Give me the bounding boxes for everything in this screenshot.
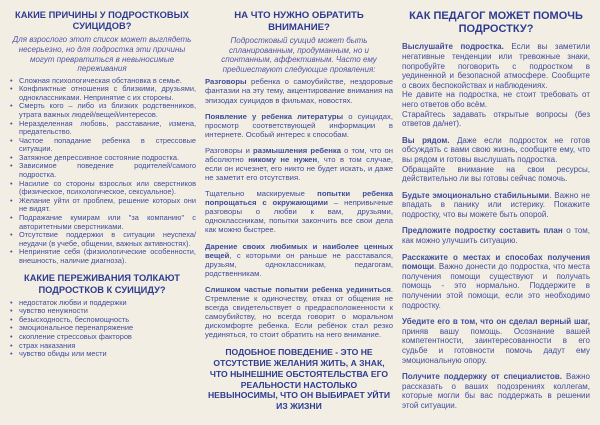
bullet-item: • Смерть кого – либо из близких родственников, утрата важных людей/вещей/интересов. bbox=[8, 102, 196, 119]
paragraph: Разговоры и размышления ребенка о том, что он абсолютно никому не нужен, что в том случае, если он исчезнет, его никто не будет искать, и даже не заметит его отсутствия. bbox=[205, 145, 394, 183]
paragraph: Дарение своих любимых и наиболее ценных вещей, с которыми он раньше не расставался, друзьям, одноклассникам, педагогам, родственникам. bbox=[205, 241, 393, 278]
paragraph: Расскажите о местах и способах получения помощи. Важно донести до подростка, что места получения помощи существуют и получать помощь - это нормально. Поддержите в получении этой помощи, если это необходимо подростку. bbox=[402, 252, 590, 310]
bullet-item: • Конфликтные отношения с близкими, друзьями, одноклассниками. Непринятие с их стороны. bbox=[8, 85, 196, 102]
bullet-item: • скопление стрессовых факторов bbox=[8, 333, 196, 342]
paragraph: Вы рядом. Даже если подросток не готов обсуждать с вами свою жизнь, сообщите ему, что вы рядом и готовы выслушать подростка. bbox=[402, 135, 590, 164]
bullet-item: • чувство ненужности bbox=[8, 307, 196, 316]
bullet-item: • Непринятие себя (физиологические особенности, внешность, наличие диагноза). bbox=[8, 248, 196, 265]
bullet-item: • безысходность, беспомощность bbox=[8, 316, 196, 325]
causes-list bbox=[8, 77, 196, 266]
bullet-item: • страх наказания bbox=[8, 342, 196, 351]
bullet-item: • Сложная психологическая обстановка в семье. bbox=[8, 77, 196, 86]
paragraph: Предложите подростку составить план о том, как можно улучшить ситуацию. bbox=[402, 226, 590, 246]
paragraph: Не давите на подростка, не стоит требовать от него ответов обо всём. bbox=[402, 90, 590, 109]
causes-heading: КАКИЕ ПРИЧИНЫ У ПОДРОСТКОВЫХ СУИЦИДОВ? bbox=[15, 10, 189, 32]
paragraph: Старайтесь задавать открытые вопросы (без ответов да/нет). bbox=[402, 109, 590, 129]
behavior-meaning-note: ПОДОБНОЕ ПОВЕДЕНИЕ - ЭТО НЕ ОТСУТСТВИЕ ЖЕЛАНИЯ ЖИТЬ, А ЗНАК, ЧТО НЫНЕШНИЕ ОБСТОЯТЕЛЬСТВА ЕГО РЕАЛЬНОСТИ НАСТОЛЬКО НЕВЫНОСИМЫ, ЧТО ОН ВЫБИРАЕТ УЙТИ ИЗ ЖИЗНИ bbox=[207, 347, 391, 411]
feelings-heading: КАКИЕ ПЕРЕЖИВАНИЯ ТОЛКАЮТ ПОДРОСТКОВ К СУИЦИДУ? bbox=[24, 273, 180, 295]
bullet-item: • Желание уйти от проблем, решение которых они не видят. bbox=[8, 197, 196, 214]
paragraph: Слишком частые попытки ребенка уединиться. Стремление к одиночеству, отказ от общения не всегда свидетельствует о предрасположенности к самоубийству, но всегда говорит о моральном дискомфорте ребенка. Если ребёнок стал резко уединяться, то стоит обратить на него внимание. bbox=[205, 284, 393, 340]
bullet-item: • Насилие со стороны взрослых или сверстников (физическое, психологическое, сексуальное). bbox=[8, 180, 196, 197]
bullet-item: • Затяжное депрессивное состояние подростка. bbox=[8, 154, 196, 163]
bullet-item: • Частое попадание ребенка в стрессовые ситуации. bbox=[8, 137, 196, 154]
bullet-item: • Подражание кумирам или "за компанию" с авторитетными сверстниками. bbox=[8, 214, 196, 231]
signs-paragraphs bbox=[205, 77, 393, 339]
paragraph: Обращайте внимание на свои ресурсы, действительно ли вы готовы сейчас помочь. bbox=[402, 164, 590, 184]
bullet-item: • Неразделенная любовь, расставание, измена, предательство. bbox=[8, 120, 196, 137]
column-teacher-help bbox=[402, 10, 590, 413]
paragraph: Будьте эмоционально стабильными. Важно не впадать в панику или истерику. Покажите подростку, что вы можете быть опорой. bbox=[402, 190, 590, 219]
paragraph: Выслушайте подростка. Если вы заметили негативные тенденции или тревожные знаки, попробуйте поговорить с подростком в уединенной и безопасной атмосфере. Сообщите о своих беспокойствах и наблюдениях. bbox=[402, 42, 590, 90]
causes-intro-note: Для взрослого этот список может выглядеть несерьезно, но для подростка эти причины могут превратиться в невыносимые переживания bbox=[12, 35, 192, 74]
bullet-item: • чувство обиды или мести bbox=[8, 350, 196, 359]
help-heading: КАК ПЕДАГОГ МОЖЕТ ПОМОЧЬ ПОДРОСТКУ? bbox=[409, 10, 583, 36]
paragraph: Появление у ребенка литературы о суицидах, просмотр соответствующей информации в интернете. Особый интерес к способам. bbox=[205, 111, 394, 139]
column-causes bbox=[8, 10, 196, 413]
bullet-item: • Зависимое поведение родителей/самого подростка. bbox=[8, 162, 196, 179]
bullet-item: • недостаток любви и поддержки bbox=[8, 299, 196, 308]
signs-intro-note: Подростковый суицид может быть спланированным, продуманным, но и спонтанным, аффективным. Часто ему предшествуют следующие проявления: bbox=[221, 36, 377, 74]
feelings-list bbox=[8, 299, 196, 359]
bullet-item: • Отсутствие поддержки в ситуации неуспеха/неудачи (в учебе, общении, важных активностях). bbox=[8, 231, 196, 248]
paragraph: Разговоры ребенка о самоубийстве, нездоровые фантазии на эту тему, акцентирование внимания на эпизодах суицидов в фильмах, новостях. bbox=[205, 77, 393, 105]
bullet-item: • эмоциональное перенапряжение bbox=[8, 324, 196, 333]
paragraph: Убедите его в том, что он сделал верный шаг, приняв вашу помощь. Осознание вашей компетентности, заинтересованности в его судьбе и готовности помочь дадут ему эмоциональную опору. bbox=[402, 317, 590, 365]
signs-heading: НА ЧТО НУЖНО ОБРАТИТЬ ВНИМАНИЕ? bbox=[234, 10, 364, 33]
paragraph: Тщательно маскируемые попытки ребенка попрощаться с окружающими – непривычные разговоры о любви к вам, друзьями, одноклассникам, попытки закончить все свои дела как можно быстрее. bbox=[205, 189, 394, 235]
help-paragraphs bbox=[402, 42, 590, 410]
column-warning-signs bbox=[205, 10, 393, 413]
paragraph: Получите поддержку от специалистов. Важно рассказать о ваших подозрениях коллегам, которые могли бы вас поддержать в решении этой ситуации. bbox=[402, 372, 590, 410]
